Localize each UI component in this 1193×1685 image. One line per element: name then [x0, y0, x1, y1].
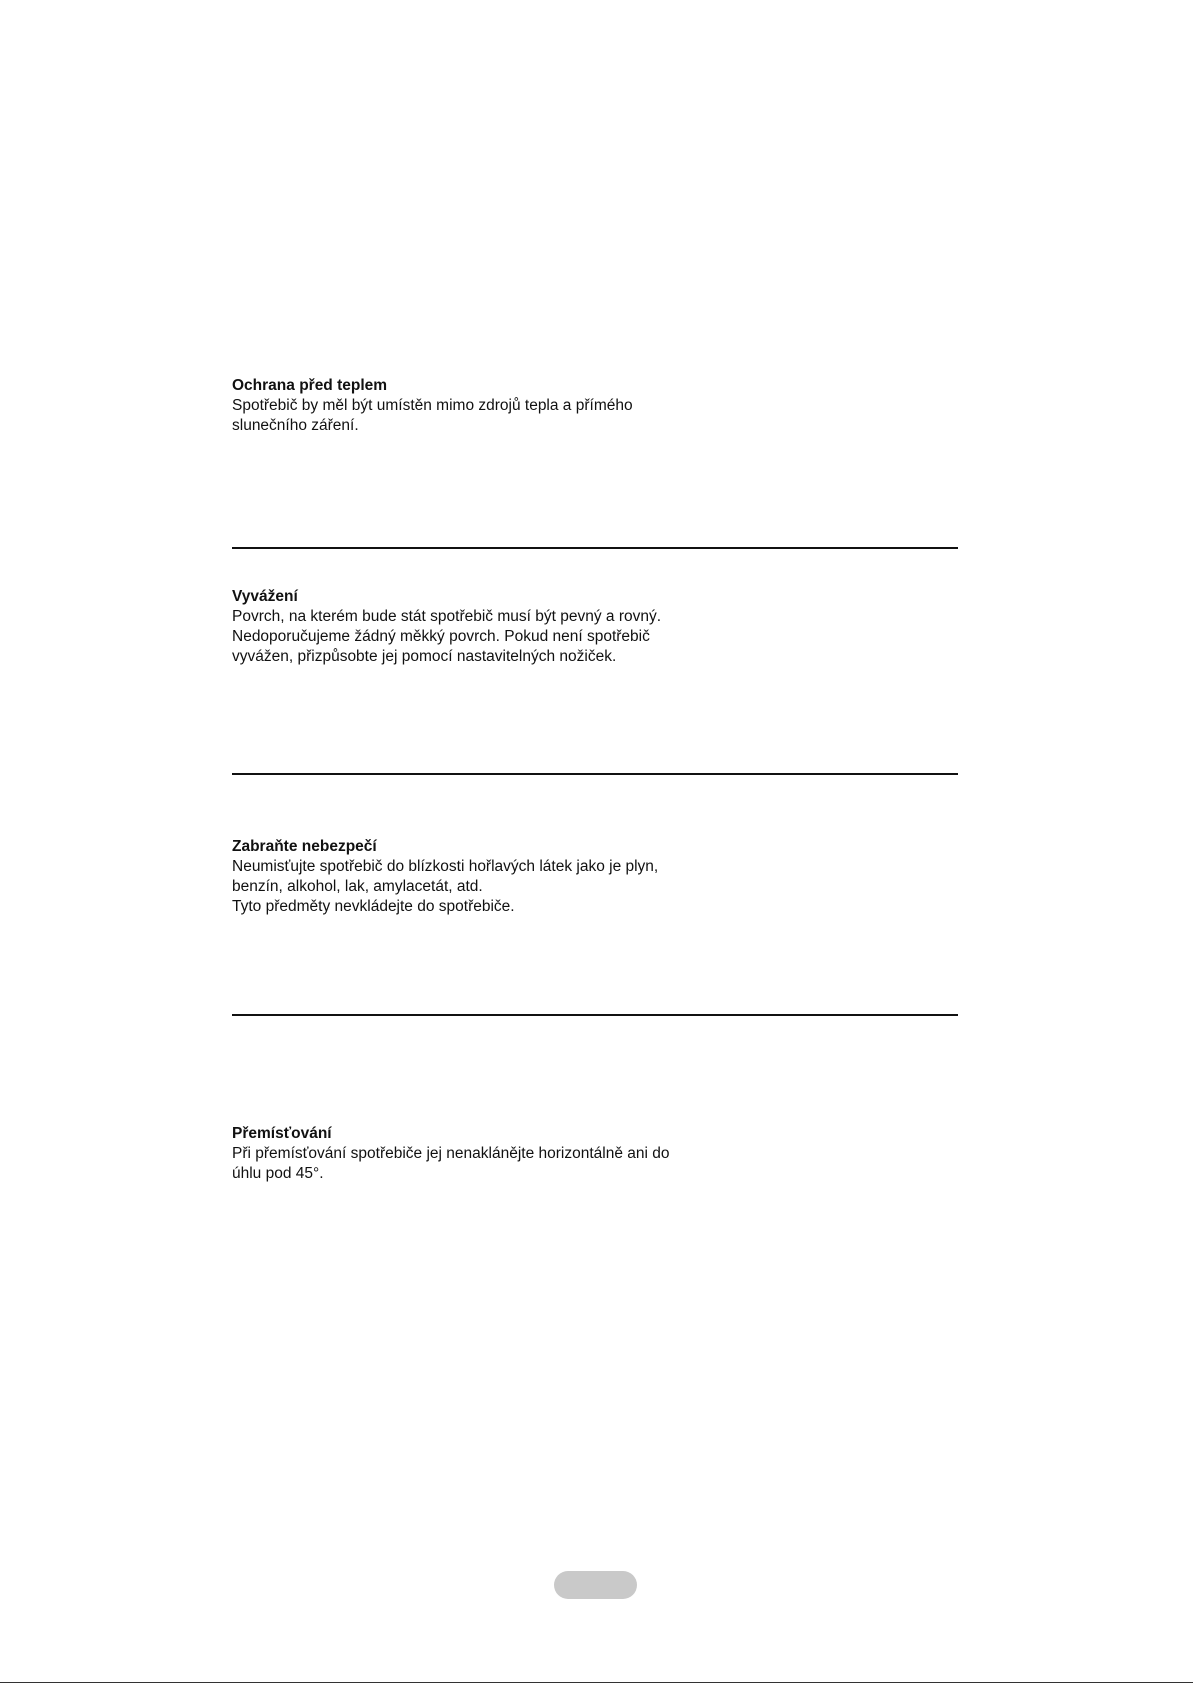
section-body: Při přemísťování spotřebiče jej nenaklánějte horizontálně ani do úhlu pod 45°.	[232, 1145, 670, 1182]
divider	[232, 773, 958, 775]
section-heading: Přemísťování	[232, 1125, 332, 1142]
section-heading: Zabraňte nebezpečí	[232, 838, 377, 855]
section-body: Neumisťujte spotřebič do blízkosti hořlavých látek jako je plyn, benzín, alkohol, lak, amylacetát, atd. Tyto předměty nevkládejte do spotřebiče.	[232, 858, 659, 915]
section-prevent-danger	[232, 837, 752, 917]
section-heat-protection	[232, 376, 752, 436]
divider	[232, 547, 958, 549]
section-body: Spotřebič by měl být umístěn mimo zdrojů tepla a přímého slunečního záření.	[232, 397, 633, 434]
section-moving	[232, 1124, 752, 1184]
page-number-badge	[554, 1571, 637, 1599]
divider	[232, 1014, 958, 1016]
bottom-border	[0, 1682, 1193, 1683]
section-heading: Vyvážení	[232, 588, 298, 605]
section-body: Povrch, na kterém bude stát spotřebič musí být pevný a rovný. Nedoporučujeme žádný měkký povrch. Pokud není spotřebič vyvážen, přizpůsobte jej pomocí nastavitelných nožiček.	[232, 608, 662, 665]
section-balancing	[232, 587, 752, 667]
section-heading: Ochrana před teplem	[232, 377, 388, 394]
